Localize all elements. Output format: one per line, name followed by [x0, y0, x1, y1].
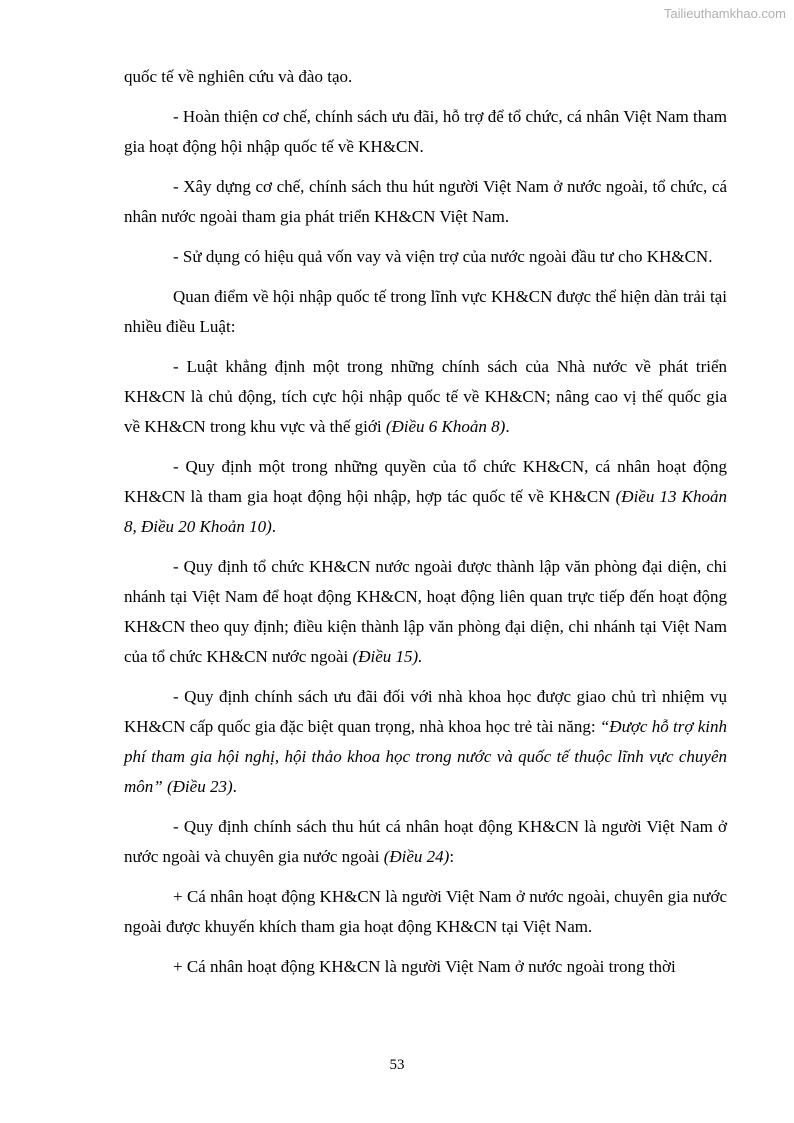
paragraph: - Quy định một trong những quyền của tổ chức KH&CN, cá nhân hoạt động KH&CN là tham gia hoạt động hội nhập, hợp tác quốc tế về KH&CN (Điều 13 Khoản 8, Điều 20 Khoản 10).: [124, 457, 728, 536]
paragraph: - Luật khẳng định một trong những chính sách của Nhà nước về phát triển KH&CN là chủ động, tích cực hội nhập quốc tế về KH&CN; nâng cao vị thế quốc gia về KH&CN trong khu vực và thế giới (Điều 6 Khoản 8).: [124, 357, 727, 436]
page-number: 53: [389, 1057, 405, 1073]
paragraph: - Quy định chính sách thu hút cá nhân hoạt động KH&CN là người Việt Nam ở nước ngoài và chuyên gia nước ngoài (Điều 24):: [124, 817, 727, 866]
paragraph: - Hoàn thiện cơ chế, chính sách ưu đãi, hỗ trợ để tổ chức, cá nhân Việt Nam tham gia hoạt động hội nhập quốc tế về KH&CN.: [124, 107, 727, 156]
paragraph: + Cá nhân hoạt động KH&CN là người Việt Nam ở nước ngoài, chuyên gia nước ngoài được khuyến khích tham gia hoạt động KH&CN tại Việt Nam.: [124, 887, 727, 936]
legal-reference: (Điều 15).: [352, 647, 423, 666]
legal-reference: (Điều 6 Khoản 8): [385, 417, 506, 436]
paragraph: + Cá nhân hoạt động KH&CN là người Việt Nam ở nước ngoài trong thời: [173, 957, 676, 976]
paragraph: quốc tế về nghiên cứu và đào tạo.: [124, 67, 353, 86]
paragraph: Quan điểm về hội nhập quốc tế trong lĩnh vực KH&CN được thể hiện dàn trải tại nhiều điều Luật:: [124, 287, 727, 336]
paragraph: - Quy định tổ chức KH&CN nước ngoài được thành lập văn phòng đại diện, chi nhánh tại Việt Nam để hoạt động KH&CN, hoạt động liên quan trực tiếp đến hoạt động KH&CN theo quy định; điều kiện thành lập văn phòng đại diện, chi nhánh tại Việt Nam của tổ chức KH&CN nước ngoài (Điều 15).: [124, 557, 727, 666]
paragraph: - Sử dụng có hiệu quả vốn vay và viện trợ của nước ngoài đầu tư cho KH&CN.: [173, 247, 713, 266]
legal-reference: (Điều 13 Khoản 8, Điều 20 Khoản 10): [124, 487, 728, 536]
legal-reference: (Điều 24): [383, 847, 450, 866]
legal-quote: “Được hỗ trợ kinh phí tham gia hội nghị, hội thảo khoa học trong nước và quốc tế thuộc lĩnh vực chuyên môn” (Điều 23): [124, 717, 727, 796]
paragraph: - Quy định chính sách ưu đãi đối với nhà khoa học được giao chủ trì nhiệm vụ KH&CN cấp quốc gia đặc biệt quan trọng, nhà khoa học trẻ tài năng: “Được hỗ trợ kinh phí tham gia hội nghị, hội thảo khoa học trong nước và quốc tế thuộc lĩnh vực chuyên môn” (Điều 23).: [124, 687, 727, 796]
watermark: Tailieuthamkhao.com: [663, 6, 786, 21]
paragraph: - Xây dựng cơ chế, chính sách thu hút người Việt Nam ở nước ngoài, tổ chức, cá nhân nước ngoài tham gia phát triển KH&CN Việt Nam.: [124, 177, 727, 226]
document-body: [124, 62, 727, 992]
